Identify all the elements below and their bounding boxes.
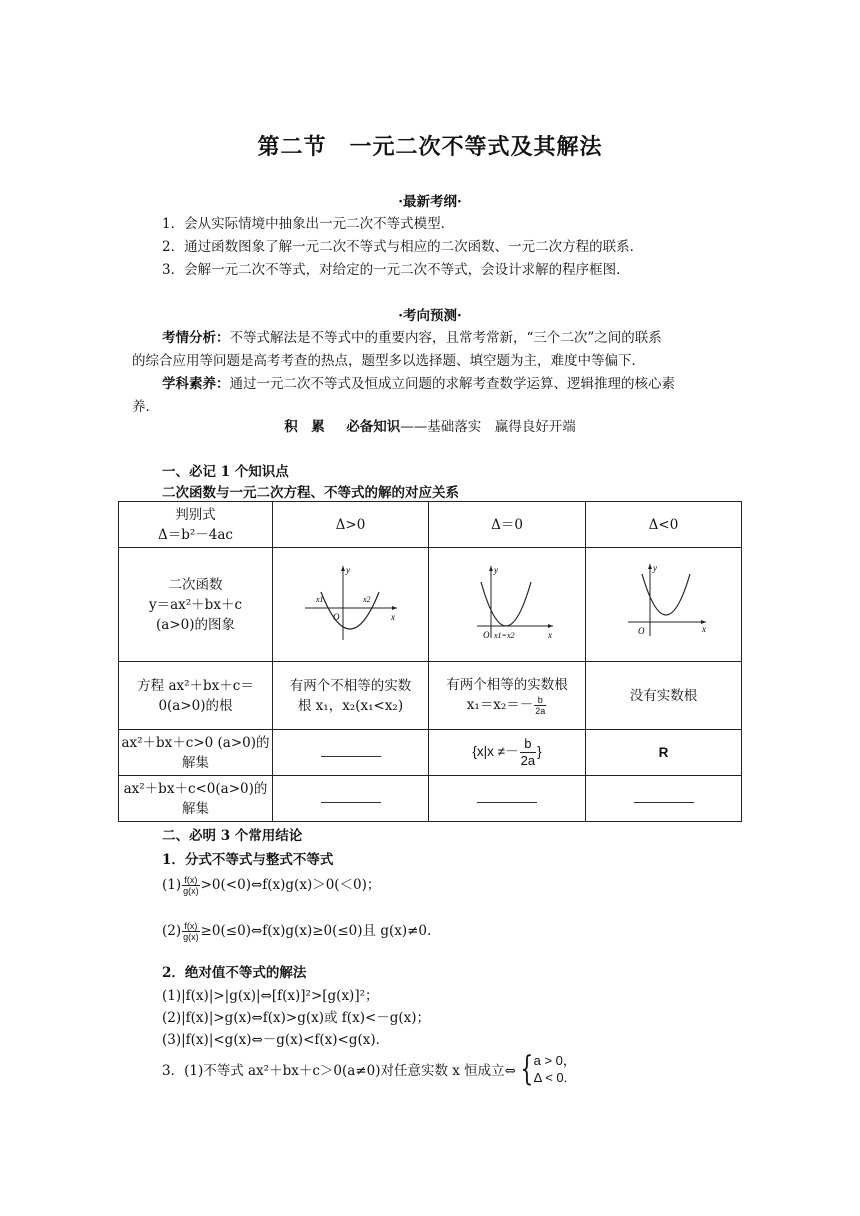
cell-line: 有两个相等的实数根 bbox=[446, 677, 568, 693]
forecast-heading: ·考向预测· bbox=[398, 308, 462, 324]
parabola-one-root-graph bbox=[457, 562, 557, 642]
line-body: >0(<0)⇔f(x)g(x)＞0(＜0)； bbox=[200, 877, 381, 893]
table-cell bbox=[273, 730, 429, 776]
table-row bbox=[119, 776, 742, 822]
fraction bbox=[182, 875, 200, 896]
graph-label: O bbox=[483, 629, 490, 640]
table-cell bbox=[273, 548, 429, 662]
conclusion2-line2: (2)|f(x)|>g(x)⇔f(x)>g(x)或 f(x)<－g(x)； bbox=[162, 1010, 431, 1026]
table-cell bbox=[273, 662, 429, 730]
conclusion1-line1 bbox=[162, 874, 380, 896]
table-cell bbox=[429, 662, 586, 730]
table-cell bbox=[119, 776, 273, 822]
analysis-line-2: 的综合应用等问题是高考考查的热点，题型多以选择题、填空题为主，难度中等偏下． bbox=[132, 353, 645, 369]
fraction bbox=[534, 695, 546, 716]
cell-line: (a>0)的图象 bbox=[156, 616, 235, 633]
graph-label: x1=x2 bbox=[494, 630, 515, 640]
cell-line: ax²＋bx＋c<0(a>0)的 bbox=[123, 780, 268, 797]
table-cell bbox=[429, 548, 586, 662]
relation-table bbox=[118, 501, 742, 822]
page-title: 第二节 一元二次不等式及其解法 bbox=[257, 134, 603, 160]
table-row bbox=[119, 662, 742, 730]
table-cell bbox=[119, 730, 273, 776]
syllabus-item-2: 2．通过函数图象了解一元二次不等式与相应的二次函数、一元二次方程的联系． bbox=[162, 239, 644, 255]
root-expression: x₁＝x₂＝－ bbox=[466, 697, 534, 713]
conclusion3-text: 3．(1)不等式 ax²＋bx＋c＞0(a≠0)对任意实数 x 恒成立⇔ bbox=[162, 1063, 516, 1079]
analysis-line-1 bbox=[162, 326, 662, 346]
cell-line: 解集 bbox=[182, 754, 209, 771]
conclusion2-heading: 2．绝对值不等式的解法 bbox=[162, 965, 307, 981]
cell-line: 0(a>0)的根 bbox=[158, 697, 233, 714]
conclusion1-line2 bbox=[162, 920, 431, 942]
condition-stack bbox=[534, 1052, 576, 1086]
fraction-denominator: g(x) bbox=[183, 886, 199, 896]
fraction-numerator: f(x) bbox=[182, 921, 200, 932]
answer-blank bbox=[477, 792, 537, 803]
cell-line bbox=[431, 695, 583, 716]
cell-line: 解集 bbox=[182, 800, 209, 817]
analysis-text-1: 不等式解法是不等式中的重要内容，且常考常新，“三个二次”之间的联系 bbox=[229, 330, 662, 346]
table-cell bbox=[119, 502, 273, 548]
fraction-denominator: g(x) bbox=[183, 932, 199, 942]
cell-line: 有两个不相等的实数 bbox=[289, 677, 412, 694]
cell-line: 二次函数 bbox=[168, 576, 223, 593]
cell-line: y＝ax²＋bx＋c bbox=[148, 596, 243, 613]
cell-line: ax²＋bx＋c>0 (a>0)的 bbox=[121, 734, 270, 751]
fraction-numerator: b bbox=[520, 736, 536, 753]
table-cell bbox=[273, 776, 429, 822]
answer-blank bbox=[321, 792, 381, 803]
literacy-line-2: 养． bbox=[132, 399, 159, 415]
analysis-label: 考情分析： bbox=[162, 330, 230, 346]
graph-label: y bbox=[652, 562, 657, 573]
section-banner bbox=[0, 415, 860, 435]
literacy-label: 学科素养： bbox=[162, 376, 230, 392]
conclusion3-line bbox=[162, 1049, 576, 1089]
line-body: ≥0(≤0)⇔f(x)g(x)≥0(≤0)且 g(x)≠0. bbox=[200, 923, 432, 939]
graph-label: O bbox=[637, 625, 644, 636]
fraction bbox=[182, 921, 200, 942]
conclusion2-line1: (1)|f(x)|>|g(x)|⇔[f(x)]²>[g(x)]²； bbox=[162, 988, 379, 1004]
condition-1: a > 0， bbox=[533, 1053, 576, 1068]
table-cell: R bbox=[586, 730, 742, 776]
banner-bold: 必备知识 bbox=[346, 419, 401, 435]
banner-left: 积 累 bbox=[284, 419, 325, 435]
graph-label: x1 bbox=[315, 594, 324, 604]
parabola-no-root-graph bbox=[614, 562, 714, 642]
set-close: } bbox=[537, 744, 542, 760]
literacy-line-1 bbox=[162, 372, 675, 392]
section1-subheading: 二次函数与一元二次方程、不等式的解的对应关系 bbox=[162, 485, 459, 501]
conclusion1-heading: 1．分式不等式与整式不等式 bbox=[162, 852, 334, 868]
table-row bbox=[119, 730, 742, 776]
graph-label: x bbox=[390, 611, 395, 622]
table-cell bbox=[119, 662, 273, 730]
cell-line: 方程 ax²＋bx＋c＝ bbox=[137, 677, 254, 694]
syllabus-heading: ·最新考纲· bbox=[398, 194, 462, 210]
syllabus-item-1: 1．会从实际情境中抽象出一元二次不等式模型． bbox=[162, 216, 455, 232]
answer-blank bbox=[634, 792, 694, 803]
table-cell bbox=[429, 730, 586, 776]
table-cell: Δ＝0 bbox=[429, 502, 586, 548]
answer-blank bbox=[321, 746, 381, 757]
literacy-text-1: 通过一元二次不等式及恒成立问题的求解考查数学运算、逻辑推理的核心素 bbox=[229, 376, 675, 392]
table-row bbox=[119, 548, 742, 662]
condition-2: Δ < 0. bbox=[533, 1070, 568, 1085]
set-expression: {x|x ≠－ bbox=[472, 744, 519, 760]
table-cell bbox=[429, 776, 586, 822]
graph-label: O bbox=[332, 611, 339, 622]
graph-label: x bbox=[701, 623, 706, 634]
fraction-numerator: b bbox=[534, 695, 546, 706]
line-prefix: (2) bbox=[162, 923, 182, 939]
table-cell bbox=[586, 776, 742, 822]
parabola-two-roots-graph bbox=[301, 562, 401, 642]
table-cell bbox=[119, 548, 273, 662]
graph-label: y bbox=[345, 564, 350, 575]
table-cell: Δ>0 bbox=[273, 502, 429, 548]
fraction-denominator: 2a bbox=[535, 706, 546, 716]
fraction bbox=[520, 736, 536, 769]
fraction-denominator: 2a bbox=[520, 753, 536, 768]
section2-heading: 二、必明 3 个常用结论 bbox=[162, 828, 303, 844]
cell-line: 根 x₁，x₂(x₁<x₂) bbox=[297, 697, 404, 714]
graph-label: y bbox=[494, 564, 498, 575]
fraction-numerator: f(x) bbox=[182, 875, 200, 886]
table-row bbox=[119, 502, 742, 548]
brace: { bbox=[520, 1049, 534, 1089]
conclusion2-line3: (3)|f(x)|<g(x)⇔－g(x)<f(x)<g(x)． bbox=[162, 1032, 390, 1048]
table-cell: Δ<0 bbox=[586, 502, 742, 548]
cell-line: 判别式 bbox=[175, 506, 216, 523]
table-cell: 没有实数根 bbox=[586, 662, 742, 730]
graph-label: x2 bbox=[362, 594, 371, 604]
banner-rest: ——基础落实 赢得良好开端 bbox=[400, 419, 576, 435]
graph-label: x bbox=[548, 629, 552, 640]
line-prefix: (1) bbox=[162, 877, 182, 893]
table-cell bbox=[586, 548, 742, 662]
cell-line: Δ＝b²－4ac bbox=[157, 526, 233, 543]
section1-heading: 一、必记 1 个知识点 bbox=[162, 464, 289, 480]
syllabus-item-3: 3．会解一元二次不等式，对给定的一元二次不等式，会设计求解的程序框图． bbox=[162, 262, 630, 278]
